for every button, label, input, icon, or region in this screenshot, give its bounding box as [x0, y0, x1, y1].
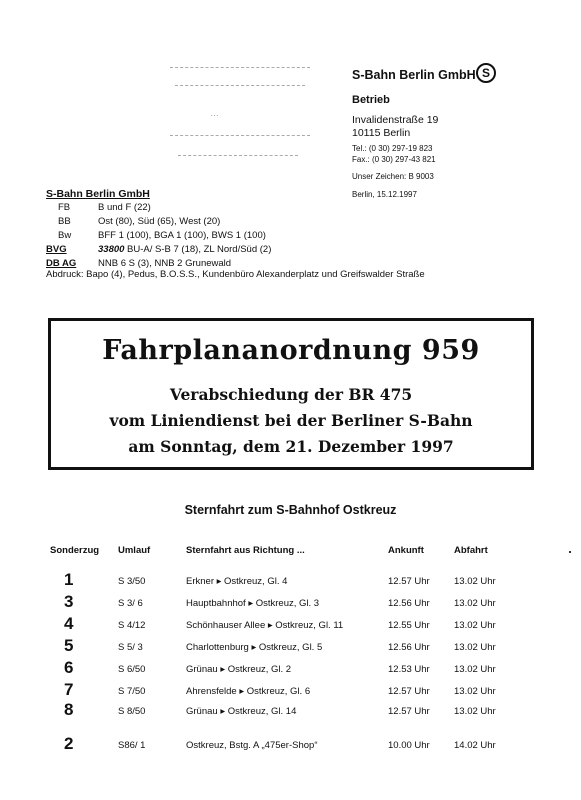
- arrival-cell: 12.56 Uhr: [388, 642, 430, 653]
- umlauf-cell: S86/ 1: [118, 740, 146, 751]
- arrival-cell: 12.57 Uhr: [388, 576, 430, 587]
- departure-cell: 13.02 Uhr: [454, 576, 496, 587]
- departure-cell: 14.02 Uhr: [454, 740, 496, 751]
- arrival-cell: 10.00 Uhr: [388, 740, 430, 751]
- train-number: 3: [64, 592, 74, 611]
- telephone: Tel.: (0 30) 297-19 823: [352, 144, 433, 153]
- table-row: [0, 680, 581, 704]
- umlauf-cell: S 6/50: [118, 664, 146, 675]
- umlauf-cell: S 3/ 6: [118, 598, 143, 609]
- departure-cell: 13.02 Uhr: [454, 598, 496, 609]
- table-row: [0, 614, 581, 638]
- distribution-org: FB: [58, 202, 71, 213]
- distribution-text: BFF 1 (100), BGA 1 (100), BWS 1 (100): [98, 230, 266, 241]
- distribution-heading: S-Bahn Berlin GmbH: [46, 188, 150, 200]
- arrival-cell: 12.56 Uhr: [388, 598, 430, 609]
- distribution-org: Bw: [58, 230, 72, 241]
- direction-cell: Ahrensfelde ▸ Ostkreuz, Gl. 6: [186, 686, 311, 697]
- arrival-cell: 12.57 Uhr: [388, 686, 430, 697]
- train-number: 7: [64, 680, 74, 699]
- arrival-cell: 12.53 Uhr: [388, 664, 430, 675]
- departure-cell: 13.02 Uhr: [454, 706, 496, 717]
- distribution-org: BVG: [46, 244, 67, 255]
- document-title: Fahrplananordnung 959: [102, 335, 480, 366]
- copy-recipients: Abdruck: Bapo (4), Pedus, B.O.S.S., Kundenbüro Alexanderplatz und Greifswalder Straße: [46, 269, 425, 280]
- train-number: 4: [64, 614, 74, 633]
- col-header-richtung: Sternfahrt aus Richtung ...: [186, 545, 305, 556]
- distribution-text: BU-A/ S-B 7 (18), ZL Nord/Süd (2): [124, 244, 272, 255]
- distribution-row: [46, 230, 266, 241]
- direction-cell: Hauptbahnhof ▸ Ostkreuz, Gl. 3: [186, 598, 320, 609]
- umlauf-cell: S 7/50: [118, 686, 146, 697]
- col-header-ankunft: Ankunft: [388, 545, 424, 556]
- col-header-abfahrt: Abfahrt: [454, 545, 488, 556]
- distribution-org: DB AG: [46, 258, 77, 269]
- departure-cell: 13.02 Uhr: [454, 664, 496, 675]
- umlauf-cell: S 4/12: [118, 620, 146, 631]
- distribution-bold-value: 33800: [98, 244, 125, 255]
- fax: Fax.: (0 30) 297-43 821: [352, 155, 436, 164]
- table-row: [0, 700, 581, 724]
- umlauf-cell: S 5/ 3: [118, 642, 143, 653]
- distribution-row: [46, 202, 151, 213]
- train-number: 1: [64, 570, 74, 589]
- distribution-text: NNB 6 S (3), NNB 2 Grunewald: [98, 258, 232, 269]
- arrival-cell: 12.57 Uhr: [388, 706, 430, 717]
- distribution-text: B und F (22): [98, 202, 151, 213]
- stamp-text: …: [210, 108, 220, 118]
- received-stamp: [170, 65, 315, 160]
- umlauf-cell: S 8/50: [118, 706, 146, 717]
- reference: Unser Zeichen: B 9003: [352, 172, 434, 181]
- train-number: 6: [64, 658, 74, 677]
- department: Betrieb: [352, 94, 390, 106]
- distribution-text: Ost (80), Süd (65), West (20): [98, 216, 221, 227]
- col-header-umlauf: Umlauf: [118, 545, 151, 556]
- distribution-row: [46, 216, 220, 227]
- distribution-row: [46, 258, 231, 269]
- address: [352, 114, 438, 140]
- table-row: [0, 658, 581, 682]
- table-row: [0, 570, 581, 594]
- title-line-2: Verabschiedung der BR 475: [169, 385, 413, 404]
- train-number: 2: [64, 734, 74, 753]
- departure-cell: 13.02 Uhr: [454, 686, 496, 697]
- table-row: [0, 734, 581, 758]
- table-row: [0, 592, 581, 616]
- direction-cell: Charlottenburg ▸ Ostkreuz, Gl. 5: [186, 642, 323, 653]
- col-header-sonderzug: Sonderzug: [50, 545, 100, 556]
- train-number: 8: [64, 700, 74, 719]
- departure-cell: 13.02 Uhr: [454, 642, 496, 653]
- title-box: [48, 318, 534, 470]
- departure-cell: 13.02 Uhr: [454, 620, 496, 631]
- direction-cell: Grünau ▸ Ostkreuz, Gl. 14: [186, 706, 297, 717]
- arrival-cell: 12.55 Uhr: [388, 620, 430, 631]
- direction-cell: Erkner ▸ Ostkreuz, Gl. 4: [186, 576, 288, 587]
- direction-cell: Ostkreuz, Bstg. A „475er-Shop“: [186, 740, 318, 751]
- section-subtitle: Sternfahrt zum S-Bahnhof Ostkreuz: [184, 503, 397, 517]
- street: Invalidenstraße 19: [352, 114, 439, 126]
- direction-cell: Schönhauser Allee ▸ Ostkreuz, Gl. 11: [186, 620, 344, 631]
- scan-dot: [569, 551, 571, 553]
- letter-date: Berlin, 15.12.1997: [352, 190, 417, 199]
- direction-cell: Grünau ▸ Ostkreuz, Gl. 2: [186, 664, 292, 675]
- train-number: 5: [64, 636, 74, 655]
- table-row: [0, 636, 581, 660]
- distribution-org: BB: [58, 216, 71, 227]
- contact: [352, 143, 436, 165]
- title-line-3: vom Liniendienst bei der Berliner S-Bahn: [109, 411, 473, 430]
- title-line-4: am Sonntag, dem 21. Dezember 1997: [128, 437, 454, 456]
- umlauf-cell: S 3/50: [118, 576, 146, 587]
- city: 10115 Berlin: [352, 127, 411, 139]
- distribution-row: [46, 244, 271, 255]
- company-name: S-Bahn Berlin GmbH: [352, 68, 476, 82]
- s-bahn-logo-icon: S: [476, 63, 496, 83]
